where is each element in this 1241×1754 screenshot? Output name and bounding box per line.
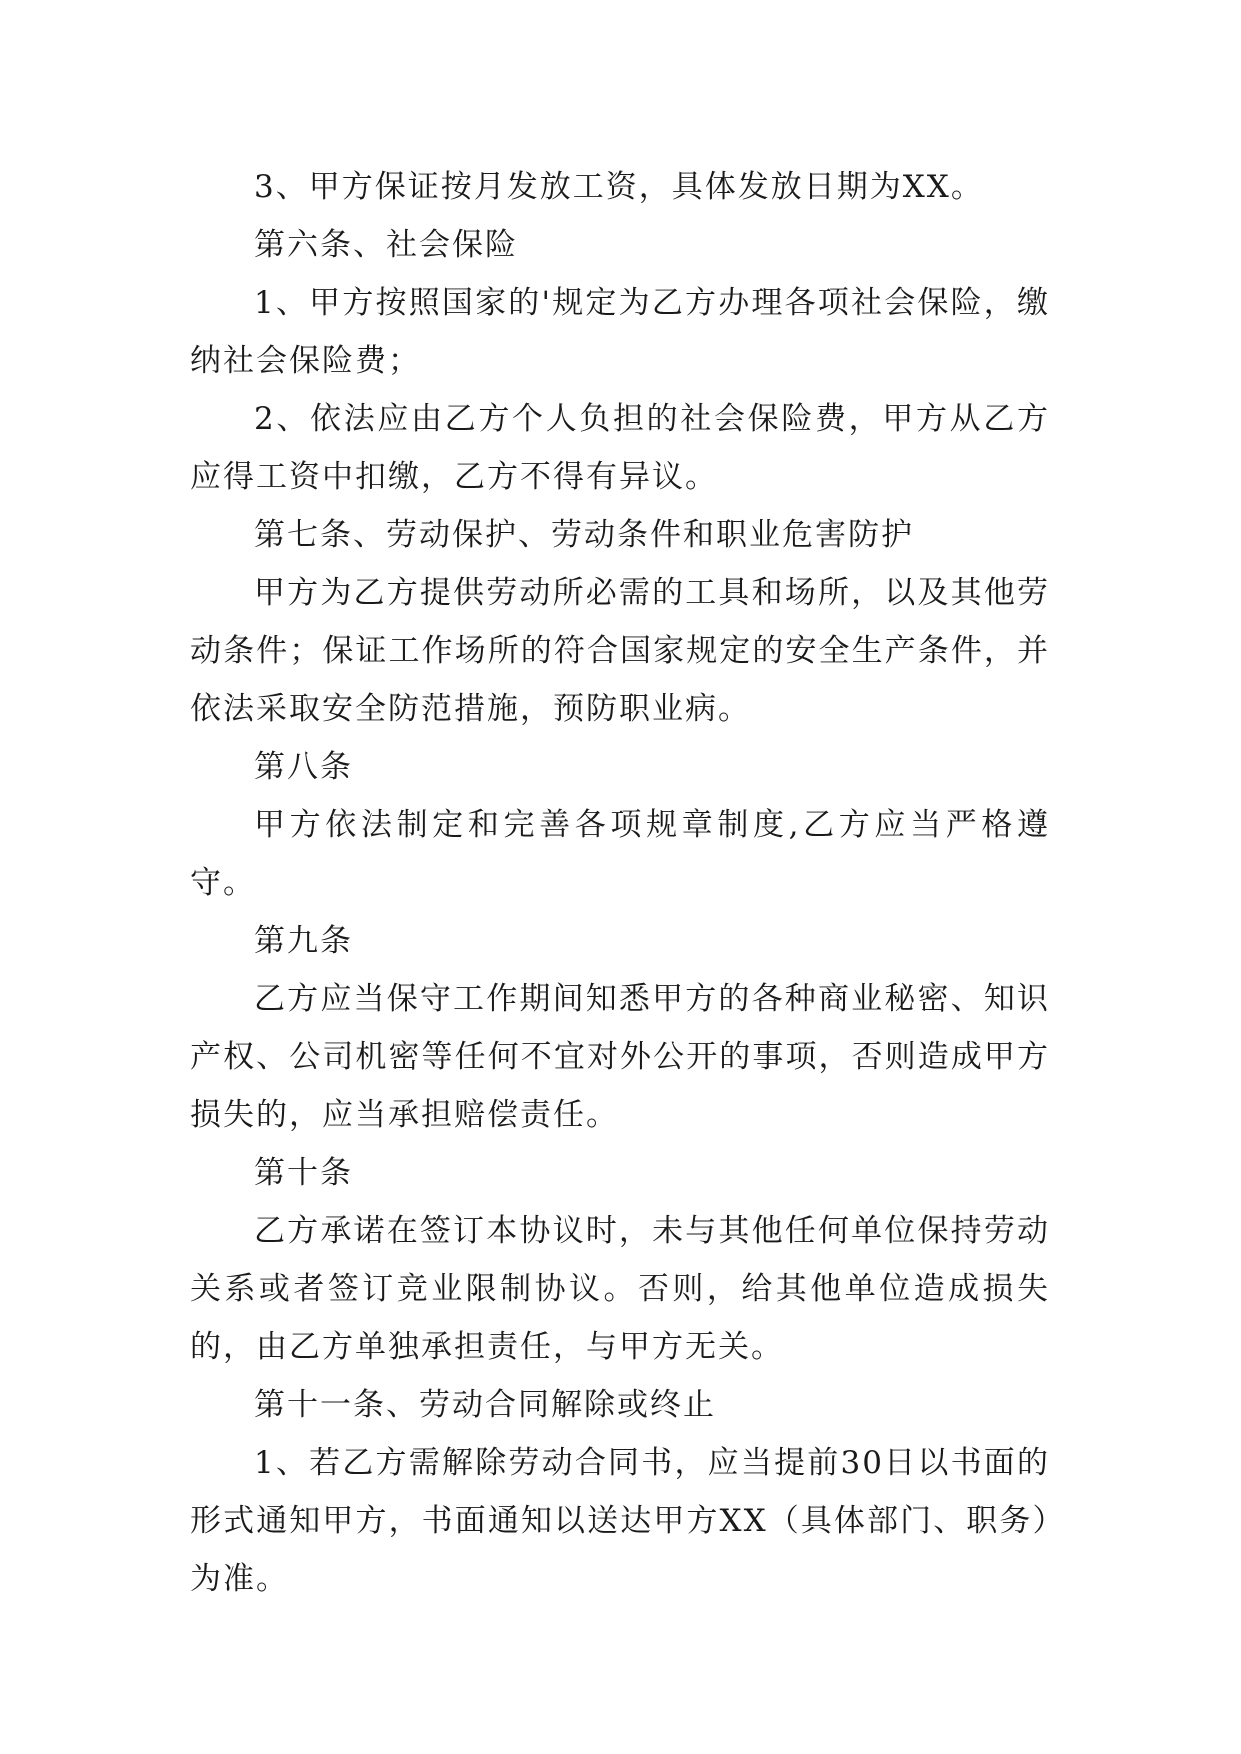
paragraph-termination-1: 1、若乙方需解除劳动合同书，应当提前30日以书面的形式通知甲方，书面通知以送达甲方XX（具体部门、职务）为准。 xyxy=(190,1445,1050,1597)
document-body xyxy=(190,158,1050,1608)
heading-article-7: 第七条、劳动保护、劳动条件和职业危害防护 xyxy=(254,517,914,553)
paragraph-salary-date: 3、甲方保证按月发放工资，具体发放日期为XX。 xyxy=(254,169,984,205)
heading-article-11: 第十一条、劳动合同解除或终止 xyxy=(254,1387,716,1423)
paragraph-rules: 甲方依法制定和完善各项规章制度,乙方应当严格遵守。 xyxy=(190,807,1050,901)
heading-article-9: 第九条 xyxy=(254,923,353,959)
paragraph-labor-protection: 甲方为乙方提供劳动所必需的工具和场所，以及其他劳动条件；保证工作场所的符合国家规定的安全生产条件，并依法采取安全防范措施，预防职业病。 xyxy=(190,575,1050,727)
heading-article-6: 第六条、社会保险 xyxy=(254,227,518,263)
paragraph-social-insurance-1: 1、甲方按照国家的'规定为乙方办理各项社会保险，缴纳社会保险费； xyxy=(190,285,1050,379)
paragraph-confidentiality: 乙方应当保守工作期间知悉甲方的各种商业秘密、知识产权、公司机密等任何不宜对外公开的事项，否则造成甲方损失的，应当承担赔偿责任。 xyxy=(190,981,1050,1133)
heading-article-10: 第十条 xyxy=(254,1155,353,1191)
paragraph-social-insurance-2: 2、依法应由乙方个人负担的社会保险费，甲方从乙方应得工资中扣缴，乙方不得有异议。 xyxy=(190,401,1050,495)
heading-article-8: 第八条 xyxy=(254,749,353,785)
paragraph-non-compete: 乙方承诺在签订本协议时，未与其他任何单位保持劳动关系或者签订竞业限制协议。否则，给其他单位造成损失的，由乙方单独承担责任，与甲方无关。 xyxy=(190,1213,1050,1365)
